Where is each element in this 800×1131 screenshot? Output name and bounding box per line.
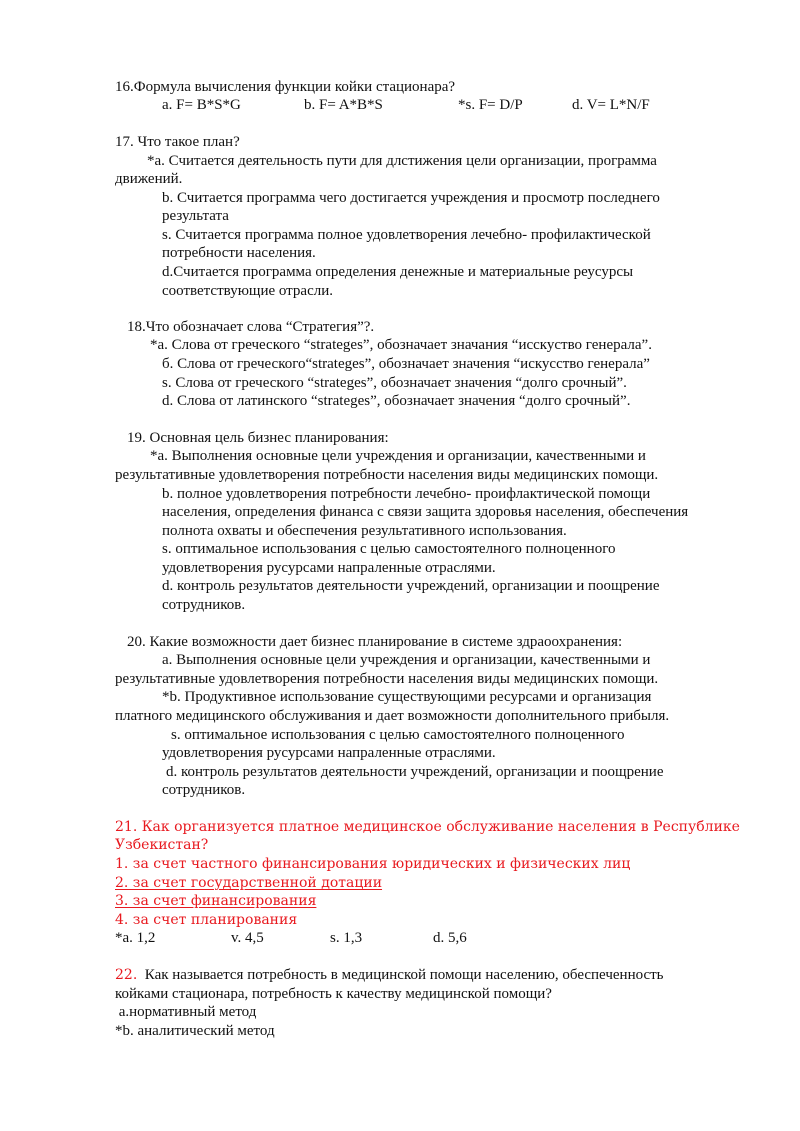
q17-line: соответствующие отрасли. — [162, 283, 333, 299]
q17-line: движений. — [115, 171, 183, 187]
question-16: 16.Формула вычисления функции койки стационара? — [115, 79, 456, 95]
q17-line: *a. Считается деятельность пути для длстижения цели организации, программа — [147, 153, 657, 169]
q17-line: d.Считается программа определения денежные и материальные реусурсы — [162, 264, 634, 280]
q21-item: 1. за счет частного финансирования юридических и физических лиц — [115, 856, 631, 872]
q20-line: удовлетворения русурсами напраленные отраслями. — [162, 745, 496, 761]
q17-line: b. Считается программа чего достигается учреждения и просмотр последнего — [162, 190, 660, 206]
q18-line: d. Слова от латинского “strateges”, обозначает значения “долго срочный”. — [162, 393, 631, 409]
question-22-line1 — [115, 966, 664, 984]
question-20: 20. Какие возможности дает бизнес планирование в системе здраоохранения: — [127, 634, 623, 650]
q19-line: s. оптимальное использования с целью самостоятелного полноценного — [162, 541, 616, 557]
q20-line: платного медицинского обслуживания и дает возможности дополнительного прибыля. — [115, 708, 670, 724]
question-22-text: Как называется потребность в медицинской помощи населению, обеспеченность — [137, 967, 664, 983]
q20-line: d. контроль результатов деятельности учреждений, организации и поощрение — [166, 764, 664, 780]
q20-line: a. Выполнения основные цели учреждения и организации, качественными и — [162, 652, 651, 668]
question-21-line1: 21. Как организуется платное медицинское обслуживание населения в Республике — [115, 819, 740, 835]
q20-line: *b. Продуктивное использование существующими ресурсами и организация — [162, 689, 652, 705]
q19-line: d. контроль результатов деятельности учреждений, организации и поощрение — [162, 578, 660, 594]
q18-line: s. Слова от греческого “strateges”, обозначает значения “долго срочный”. — [162, 375, 627, 391]
question-21-line2: Узбекистан? — [115, 837, 209, 853]
q22-line: *b. аналитический метод — [115, 1023, 275, 1039]
q21-option-s: s. 1,3 — [330, 930, 363, 946]
question-18: 18.Что обозначает слова “Стратегия”?. — [127, 319, 375, 335]
q19-line: *a. Выполнения основные цели учреждения и организации, качественными и — [150, 448, 646, 464]
q16-option-s: *s. F= D/P — [458, 97, 523, 113]
q19-line: результативные удовлетворения потребности населения виды медицинских помощи. — [115, 467, 659, 483]
q21-option-a: *a. 1,2 — [115, 930, 156, 946]
q20-line: s. оптимальное использования с целью самостоятелного полноценного — [171, 727, 625, 743]
q19-line: b. полное удовлетворения потребности лечебно- проифлактической помощи — [162, 486, 651, 502]
question-22-number: 22. — [115, 967, 138, 983]
q21-option-d: d. 5,6 — [433, 930, 467, 946]
question-22-line2: койками стационара, потребность к качеству медицинской помощи? — [115, 986, 552, 1002]
question-19: 19. Основная цель бизнес планирования: — [127, 430, 389, 446]
q17-line: потребности населения. — [162, 245, 316, 261]
q17-line: результата — [162, 208, 229, 224]
question-17: 17. Что такое план? — [115, 134, 240, 150]
q22-line: a.нормативный метод — [115, 1004, 257, 1020]
q16-option-d: d. V= L*N/F — [572, 97, 650, 113]
q21-item: 2. за счет государственной дотации — [115, 875, 383, 891]
q17-line: s. Считается программа полное удовлетворения лечебно- профилактической — [162, 227, 651, 243]
q16-option-a: a. F= B*S*G — [162, 97, 241, 113]
q20-line: сотрудников. — [162, 782, 246, 798]
q19-line: населения, определения финанса с связи защита здоровья населения, обеспечения — [162, 504, 689, 520]
q21-item: 3. за счет финансирования — [115, 893, 317, 909]
q18-line: б. Слова от греческого“strateges”, обозначает значения “искусство генерала” — [162, 356, 650, 372]
q16-option-b: b. F= A*B*S — [304, 97, 383, 113]
q18-line: *a. Слова от греческого “strateges”, обозначает значания “исскуство генерала”. — [150, 337, 652, 353]
q19-line: удовлетворения русурсами напраленные отраслями. — [162, 560, 496, 576]
q20-line: результативные удовлетворения потребности населения виды медицинских помощи. — [115, 671, 659, 687]
q21-option-v: v. 4,5 — [231, 930, 264, 946]
q19-line: сотрудников. — [162, 597, 246, 613]
q21-item: 4. за счет планирования — [115, 912, 298, 928]
q19-line: полнота охваты и обеспечения результативного использования. — [162, 523, 567, 539]
